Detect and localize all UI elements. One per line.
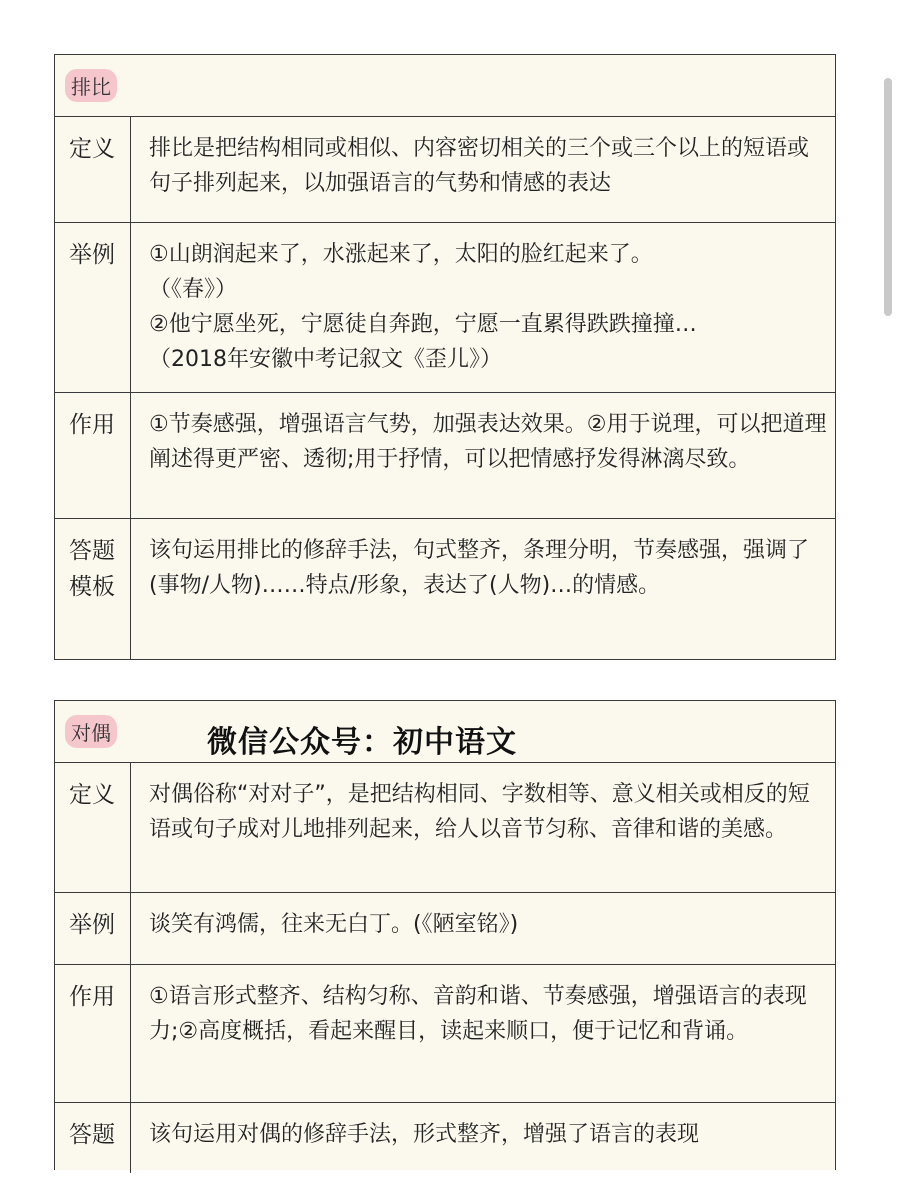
section-tag: 对偶 (65, 715, 117, 748)
example-line: （2018年安徽中考记叙文《歪儿》） (149, 347, 502, 372)
example-line: （《春》） (149, 277, 238, 302)
row-content (131, 223, 835, 392)
card-header (55, 55, 835, 117)
row-example (55, 893, 835, 965)
row-template (55, 519, 835, 659)
row-content: 对偶俗称“对对子”，是把结构相同、字数相等、意义相关或相反的短语或句子成对儿地排列起来，给人以音节匀称、音律和谐的美感。 (149, 782, 810, 842)
row-label: 作用 (55, 393, 131, 518)
row-content: ①语言形式整齐、结构匀称、音韵和谐、节奏感强，增强语言的表现力;②高度概括，看起来醒目，读起来顺口，便于记忆和背诵。 (149, 984, 807, 1044)
row-content: 该句运用对偶的修辞手法，形式整齐，增强了语言的表现 (149, 1122, 700, 1147)
card-duiou (54, 700, 836, 1170)
row-label: 答题模板 (55, 519, 131, 659)
row-definition (55, 117, 835, 223)
row-function (55, 393, 835, 519)
row-label: 答题 (55, 1103, 131, 1173)
watermark-text: 微信公众号：初中语文 (207, 725, 517, 760)
example-line: ①山朗润起来了，水涨起来了，太阳的脸红起来了。 (149, 242, 653, 267)
row-label: 定义 (55, 117, 131, 222)
card-header (55, 701, 835, 763)
row-function (55, 965, 835, 1103)
row-label: 举例 (55, 893, 131, 964)
row-content: 该句运用排比的修辞手法，句式整齐，条理分明，节奏感强，强调了(事物/人物)……特点/形象，表达了(人物)…的情感。 (149, 538, 810, 598)
scrollbar[interactable] (884, 78, 892, 316)
row-label: 定义 (55, 763, 131, 892)
row-template (55, 1103, 835, 1173)
row-content: 排比是把结构相同或相似、内容密切相关的三个或三个以上的短语或句子排列起来，以加强语言的气势和情感的表达 (149, 136, 810, 196)
row-example (55, 223, 835, 393)
row-content: 谈笑有鸿儒，往来无白丁。(《陋室铭》) (149, 912, 519, 937)
row-content: ①节奏感强，增强语言气势，加强表达效果。②用于说理，可以把道理阐述得更严密、透彻;用于抒情，可以把情感抒发得淋漓尽致。 (149, 412, 827, 472)
row-label: 举例 (55, 223, 131, 392)
row-label: 作用 (55, 965, 131, 1102)
card-paibi (54, 54, 836, 660)
example-line: ②他宁愿坐死，宁愿徒自奔跑，宁愿一直累得跌跌撞撞… (149, 312, 697, 337)
section-tag: 排比 (65, 69, 117, 102)
row-definition (55, 763, 835, 893)
